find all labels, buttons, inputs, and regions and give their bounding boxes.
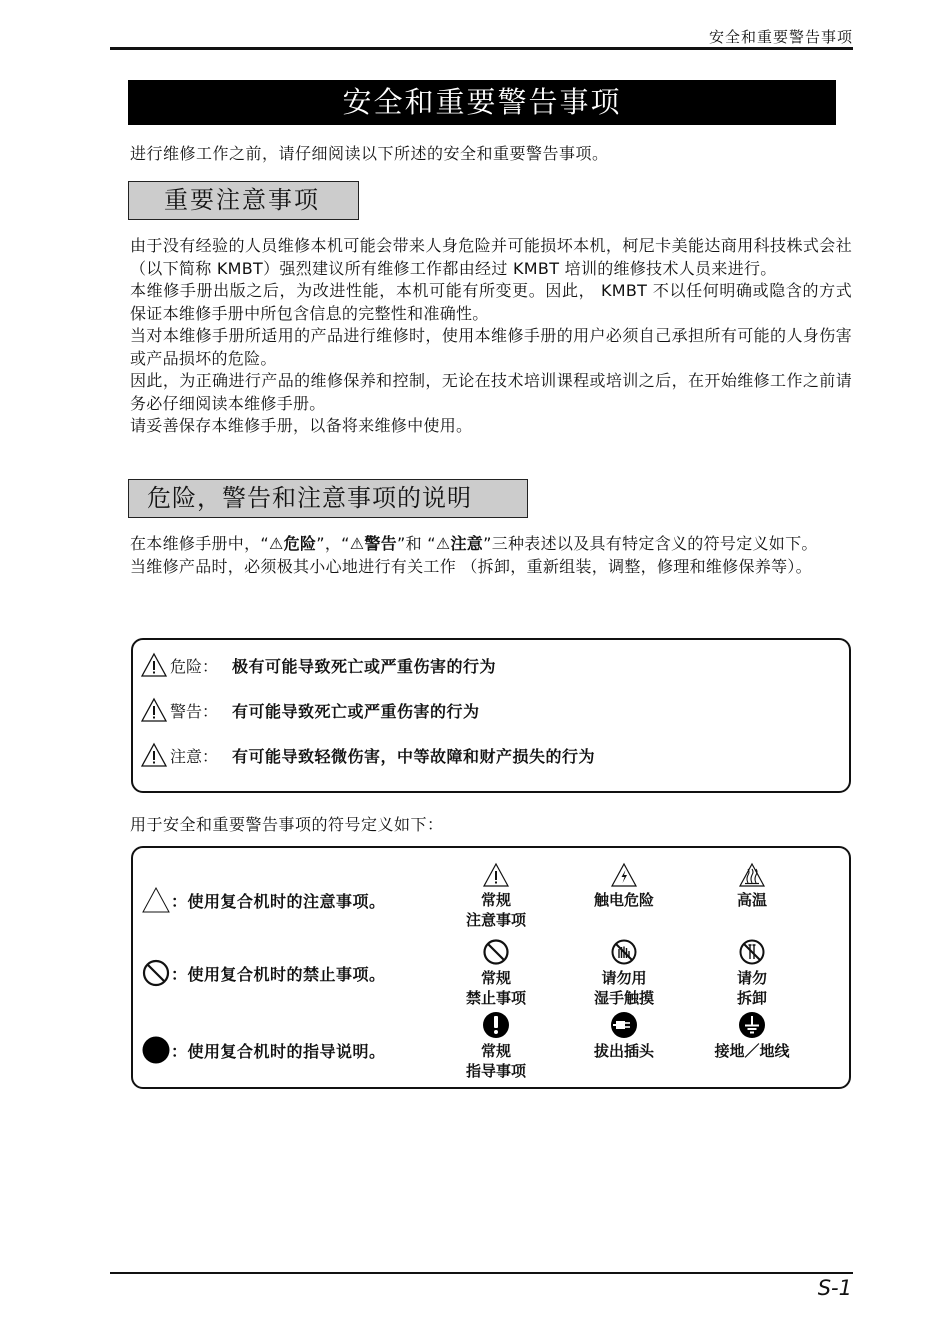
definition-text: ：使用复合机时的禁止事项。 [171,964,386,984]
page-title: 安全和重要警告事项 [128,80,836,125]
no-wet-hands-icon [610,938,638,966]
symbol-high-temperature: 高温 [692,862,812,910]
warning-level-label: 警告： [170,701,219,721]
electric-shock-icon [610,862,638,888]
high-temperature-icon [738,862,766,888]
warning-level-description: 有可能导致轻微伤害，中等故障和财产损失的行为 [232,746,596,766]
symbols-intro: 用于安全和重要警告事项的符号定义如下： [130,815,444,834]
symbol-no-wet-hands: 请勿用 湿手触摸 [564,938,684,1008]
warning-level-label: 注意： [170,746,219,766]
prohibition-icon [141,958,171,988]
symbol-no-disassembly: 请勿 拆卸 [692,938,812,1008]
inline-caution-term: ⚠注意 [435,534,484,553]
warning-level-label: 危险： [170,656,219,676]
intro-text: 进行维修工作之前，请仔细阅读以下所述的安全和重要警告事项。 [130,144,609,163]
section1-body [130,235,852,438]
warning-triangle-icon [141,742,167,768]
section-heading-important-notes: 重要注意事项 [128,181,359,220]
symbol-general-caution: 常规 注意事项 [436,862,556,930]
warning-triangle-icon [141,697,167,723]
section1-paragraph: 由于没有经验的人员维修本机可能会带来人身危险并可能损坏本机，柯尼卡美能达商用科技株式会社 （以下简称 KMBT）强烈建议所有维修工作都由经过 KMBT 培训的维修技术人员来进行。 [130,236,852,278]
general-instruction-icon [482,1011,510,1039]
warning-levels-box [131,638,851,793]
symbol-general-instruction: 常规 指导事项 [436,1011,556,1081]
general-caution-icon [482,862,510,888]
triangle-outline-icon [141,886,171,914]
section1-paragraph: 因此，为正确进行产品的维修保养和控制，无论在技术培训课程或培训之后，在开始维修工作之前请务必仔细阅读本维修手册。 [130,371,852,413]
warning-level-caution [141,740,595,770]
warning-level-description: 有可能导致死亡或严重伤害的行为 [232,701,480,721]
no-disassembly-icon [738,938,766,966]
section1-paragraph: 本维修手册出版之后，为改进性能，本机可能有所变更。因此， KMBT 不以任何明确或隐含的方式保证本维修手册中所包含信息的完整性和准确性。 [130,281,852,323]
ground-icon [738,1011,766,1039]
bottom-rule [110,1272,853,1274]
inline-danger-term: ⚠危险 [269,534,317,553]
running-header: 安全和重要警告事项 [708,28,853,46]
symbol-electric-shock: 触电危险 [564,862,684,910]
definition-instruction [141,1035,386,1065]
general-prohibition-icon [482,938,510,966]
inline-warning-term: ⚠警告 [349,534,397,553]
top-rule [110,47,853,50]
filled-circle-icon [141,1035,171,1065]
definition-prohibited [141,958,386,988]
symbol-definitions-box [131,846,851,1089]
warning-level-danger [141,650,496,680]
definition-caution [141,886,386,914]
section2-paragraph: 当维修产品时，必须极其小心地进行有关工作 （拆卸，重新组装，调整，修理和维修保养等）。 [130,556,812,576]
symbol-general-prohibition: 常规 禁止事项 [436,938,556,1008]
definition-text: ：使用复合机时的指导说明。 [171,1041,386,1061]
symbol-unplug: 拔出插头 [564,1011,684,1061]
section-heading-warning-explanations: 危险，警告和注意事项的说明 [128,479,528,518]
section1-paragraph: 请妥善保存本维修手册，以备将来维修中使用。 [130,416,473,435]
section2-body [130,533,852,578]
warning-triangle-icon [141,652,167,678]
section1-paragraph: 当对本维修手册所适用的产品进行维修时，使用本维修手册的用户必须自己承担所有可能的人身伤害或产品损坏的危险。 [130,326,852,368]
warning-level-warning [141,695,480,725]
page-number: S-1 [817,1276,852,1300]
unplug-icon [610,1011,638,1039]
section2-paragraph: 在本维修手册中，“⚠危险”，“⚠警告”和 “⚠注意”三种表述以及具有特定含义的符号定义如下。 [130,534,818,553]
definition-text: ：使用复合机时的注意事项。 [171,891,386,911]
warning-level-description: 极有可能导致死亡或严重伤害的行为 [232,656,497,676]
symbol-ground: 接地／地线 [692,1011,812,1061]
